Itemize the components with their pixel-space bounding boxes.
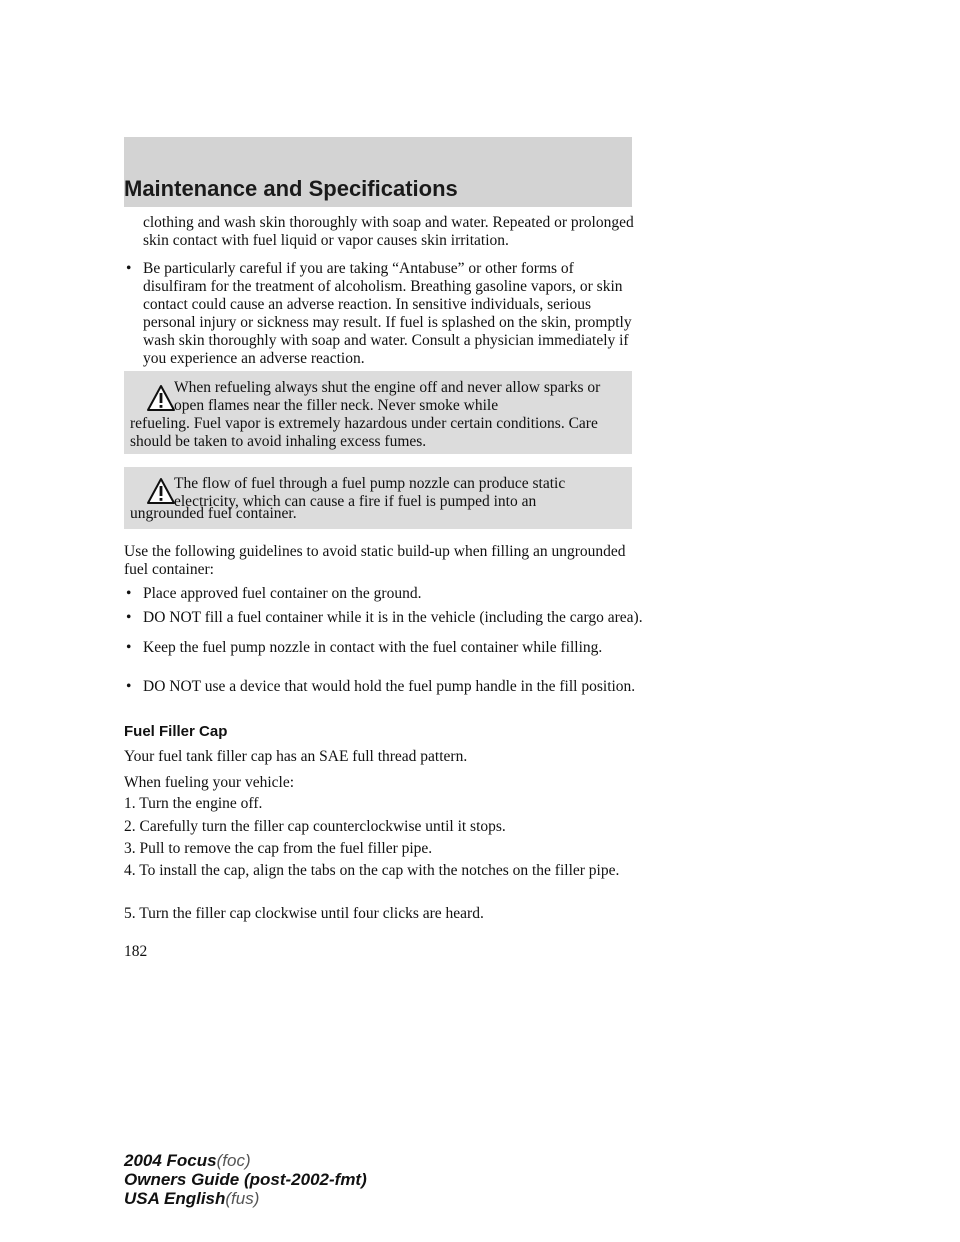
footer-line-2 — [124, 1170, 367, 1189]
step-item: 5. Turn the filler cap clockwise until four clicks are heard. — [124, 905, 484, 922]
section-lead: When fueling your vehicle: — [124, 774, 295, 791]
footer-line-1 — [124, 1151, 251, 1170]
warning-box — [124, 371, 632, 454]
footer-line-3 — [124, 1189, 259, 1208]
step-item: 2. Carefully turn the filler cap counterclockwise until it stops. — [124, 818, 506, 835]
bullet-marker: • — [126, 639, 132, 656]
section-intro: Your fuel tank filler cap has an SAE full thread pattern. — [124, 748, 468, 765]
footer-language: USA English — [124, 1189, 226, 1208]
warning-triangle-icon — [146, 477, 176, 505]
step-item: 3. Pull to remove the cap from the fuel filler pipe. — [124, 840, 433, 857]
footer-model: 2004 Focus — [124, 1151, 217, 1170]
warning-box — [124, 467, 632, 529]
warning-text-first: The flow of fuel through a fuel pump nozzle can produce static electricity, which can cause a fire if fuel is pumped into an — [174, 475, 566, 510]
warning-triangle-icon — [146, 384, 176, 412]
warning-text-rest: ungrounded fuel container. — [130, 505, 297, 522]
step-item: 4. To install the cap, align the tabs on the cap with the notches on the filler pipe. — [124, 862, 620, 879]
footer-guide: Owners Guide (post-2002-fmt) — [124, 1170, 367, 1189]
section-heading: Fuel Filler Cap — [124, 723, 228, 740]
bullet-marker: • — [126, 678, 132, 695]
page-title: Maintenance and Specifications — [124, 176, 458, 201]
intro-continuation: clothing and wash skin thoroughly with soap and water. Repeated or prolonged skin contact with fuel liquid or vapor causes skin irritation. — [143, 214, 634, 249]
static-bullet-3: Keep the fuel pump nozzle in contact with the fuel container while filling. — [143, 639, 603, 656]
static-intro: Use the following guidelines to avoid static build-up when filling an ungrounded fuel container: — [124, 543, 626, 578]
page-number: 182 — [124, 943, 148, 960]
bullet-marker: • — [126, 260, 132, 277]
bullet-marker: • — [126, 585, 132, 602]
static-bullet-4: DO NOT use a device that would hold the fuel pump handle in the fill position. — [143, 678, 636, 695]
warning-text-rest: refueling. Fuel vapor is extremely hazardous under certain conditions. Care should be taken to avoid inhaling excess fumes. — [130, 415, 598, 450]
bullet-marker: • — [126, 609, 132, 626]
footer-language-code: (fus) — [225, 1189, 260, 1208]
static-bullet-2: DO NOT fill a fuel container while it is in the vehicle (including the cargo area). — [143, 609, 643, 626]
static-bullet-1: Place approved fuel container on the ground. — [143, 585, 422, 602]
antabuse-bullet-text: Be particularly careful if you are taking “Antabuse” or other forms of disulfiram for the treatment of alcoholism. Breathing gasoline vapors, or skin contact could cause an adverse reaction. In sensitive individuals, serious personal injury or sickness may result. If fuel is splashed on the skin, promptly wash skin thoroughly with soap and water. Consult a physician immediately if you experience an adverse reaction. — [143, 260, 632, 367]
step-item: 1. Turn the engine off. — [124, 795, 263, 812]
footer-model-code: (foc) — [216, 1151, 251, 1170]
warning-text-first: When refueling always shut the engine off and never allow sparks or open flames near the filler neck. Never smoke while — [174, 379, 601, 414]
